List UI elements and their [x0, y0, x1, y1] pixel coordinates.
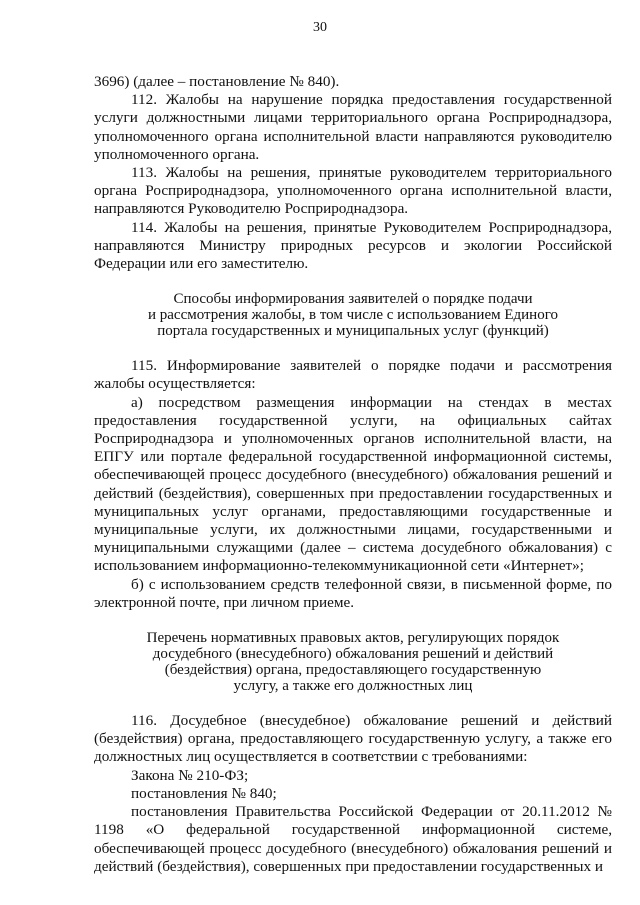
paragraph-116: 116. Досудебное (внесудебное) обжалование решений и действий (бездействия) органа, предоставляющего государственную услугу, а также его должностных лиц осуществляется в соответствии с требованиями: [94, 712, 612, 766]
page-number: 30 [313, 20, 327, 35]
list-item-law-210: Закона № 210-ФЗ; [131, 766, 249, 784]
paragraph-114: 114. Жалобы на решения, принятые Руководителем Росприроднадзора, направляются Министру природных ресурсов и экологии Российской Федерации или его заместителю. [94, 218, 612, 273]
section-heading-legal-acts [108, 630, 598, 694]
paragraph-112: 112. Жалобы на нарушение порядка предоставления государственной услуги должностными лицами территориального органа Росприроднадзора, уполномоченного органа исполнительной власти направляются руководителю уполномоченного органа. [94, 91, 612, 163]
paragraph-113: 113. Жалобы на решения, принятые руководителем территориального органа Росприроднадзора, уполномоченного органа исполнительной власти, направляются Руководителю Росприроднадзора. [94, 164, 612, 218]
paragraph-115: 115. Информирование заявителей о порядке подачи и рассмотрения жалобы осуществляется: [94, 357, 612, 393]
list-item-decree-1198: постановления Правительства Российской Федерации от 20.11.2012 № 1198 «О федеральной государственной информационной системе, обеспечивающей процесс досудебного (внесудебного) обжалования решений и действий (бездействия), совершенных при предоставлении государственных и [94, 803, 612, 875]
heading-line: (бездействия) органа, предоставляющего государственную [164, 662, 542, 679]
heading-line: услугу, а также его должностных лиц [233, 678, 473, 695]
paragraph-115-b: б) с использованием средств телефонной связи, в письменной форме, по электронной почте, при личном приеме. [94, 575, 612, 611]
heading-line: и рассмотрения жалобы, в том числе с использованием Единого [148, 307, 558, 324]
heading-line: досудебного (внесудебного) обжалования решений и действий [152, 646, 554, 663]
section-heading-informing [108, 291, 598, 339]
document-body [94, 73, 612, 876]
heading-line: портала государственных и муниципальных услуг (функций) [157, 323, 549, 340]
paragraph-continuation: 3696) (далее – постановление № 840). [94, 73, 340, 90]
list-item-decree-840: постановления № 840; [131, 784, 277, 802]
heading-line: Перечень нормативных правовых актов, регулирующих порядок [146, 630, 560, 647]
paragraph-115-a: а) посредством размещения информации на стендах в местах предоставления государственной услуги, на официальных сайтах Росприроднадзора и уполномоченных органов исполнительной власти, на ЕПГУ или портале федеральной государственной информационной системы, обеспечивающей процесс досудебного (внесудебного) обжалования решений и действий (бездействия), совершенных при предоставлении государственных и муниципальных услуг органами, предоставляющими государственные и муниципальные услуги, их должностными лицами, государственными и муниципальными служащими (далее – система досудебного обжалования) с использованием информационно-телекоммуникационной сети «Интернет»; [94, 393, 612, 575]
heading-line: Способы информирования заявителей о порядке подачи [173, 291, 533, 308]
